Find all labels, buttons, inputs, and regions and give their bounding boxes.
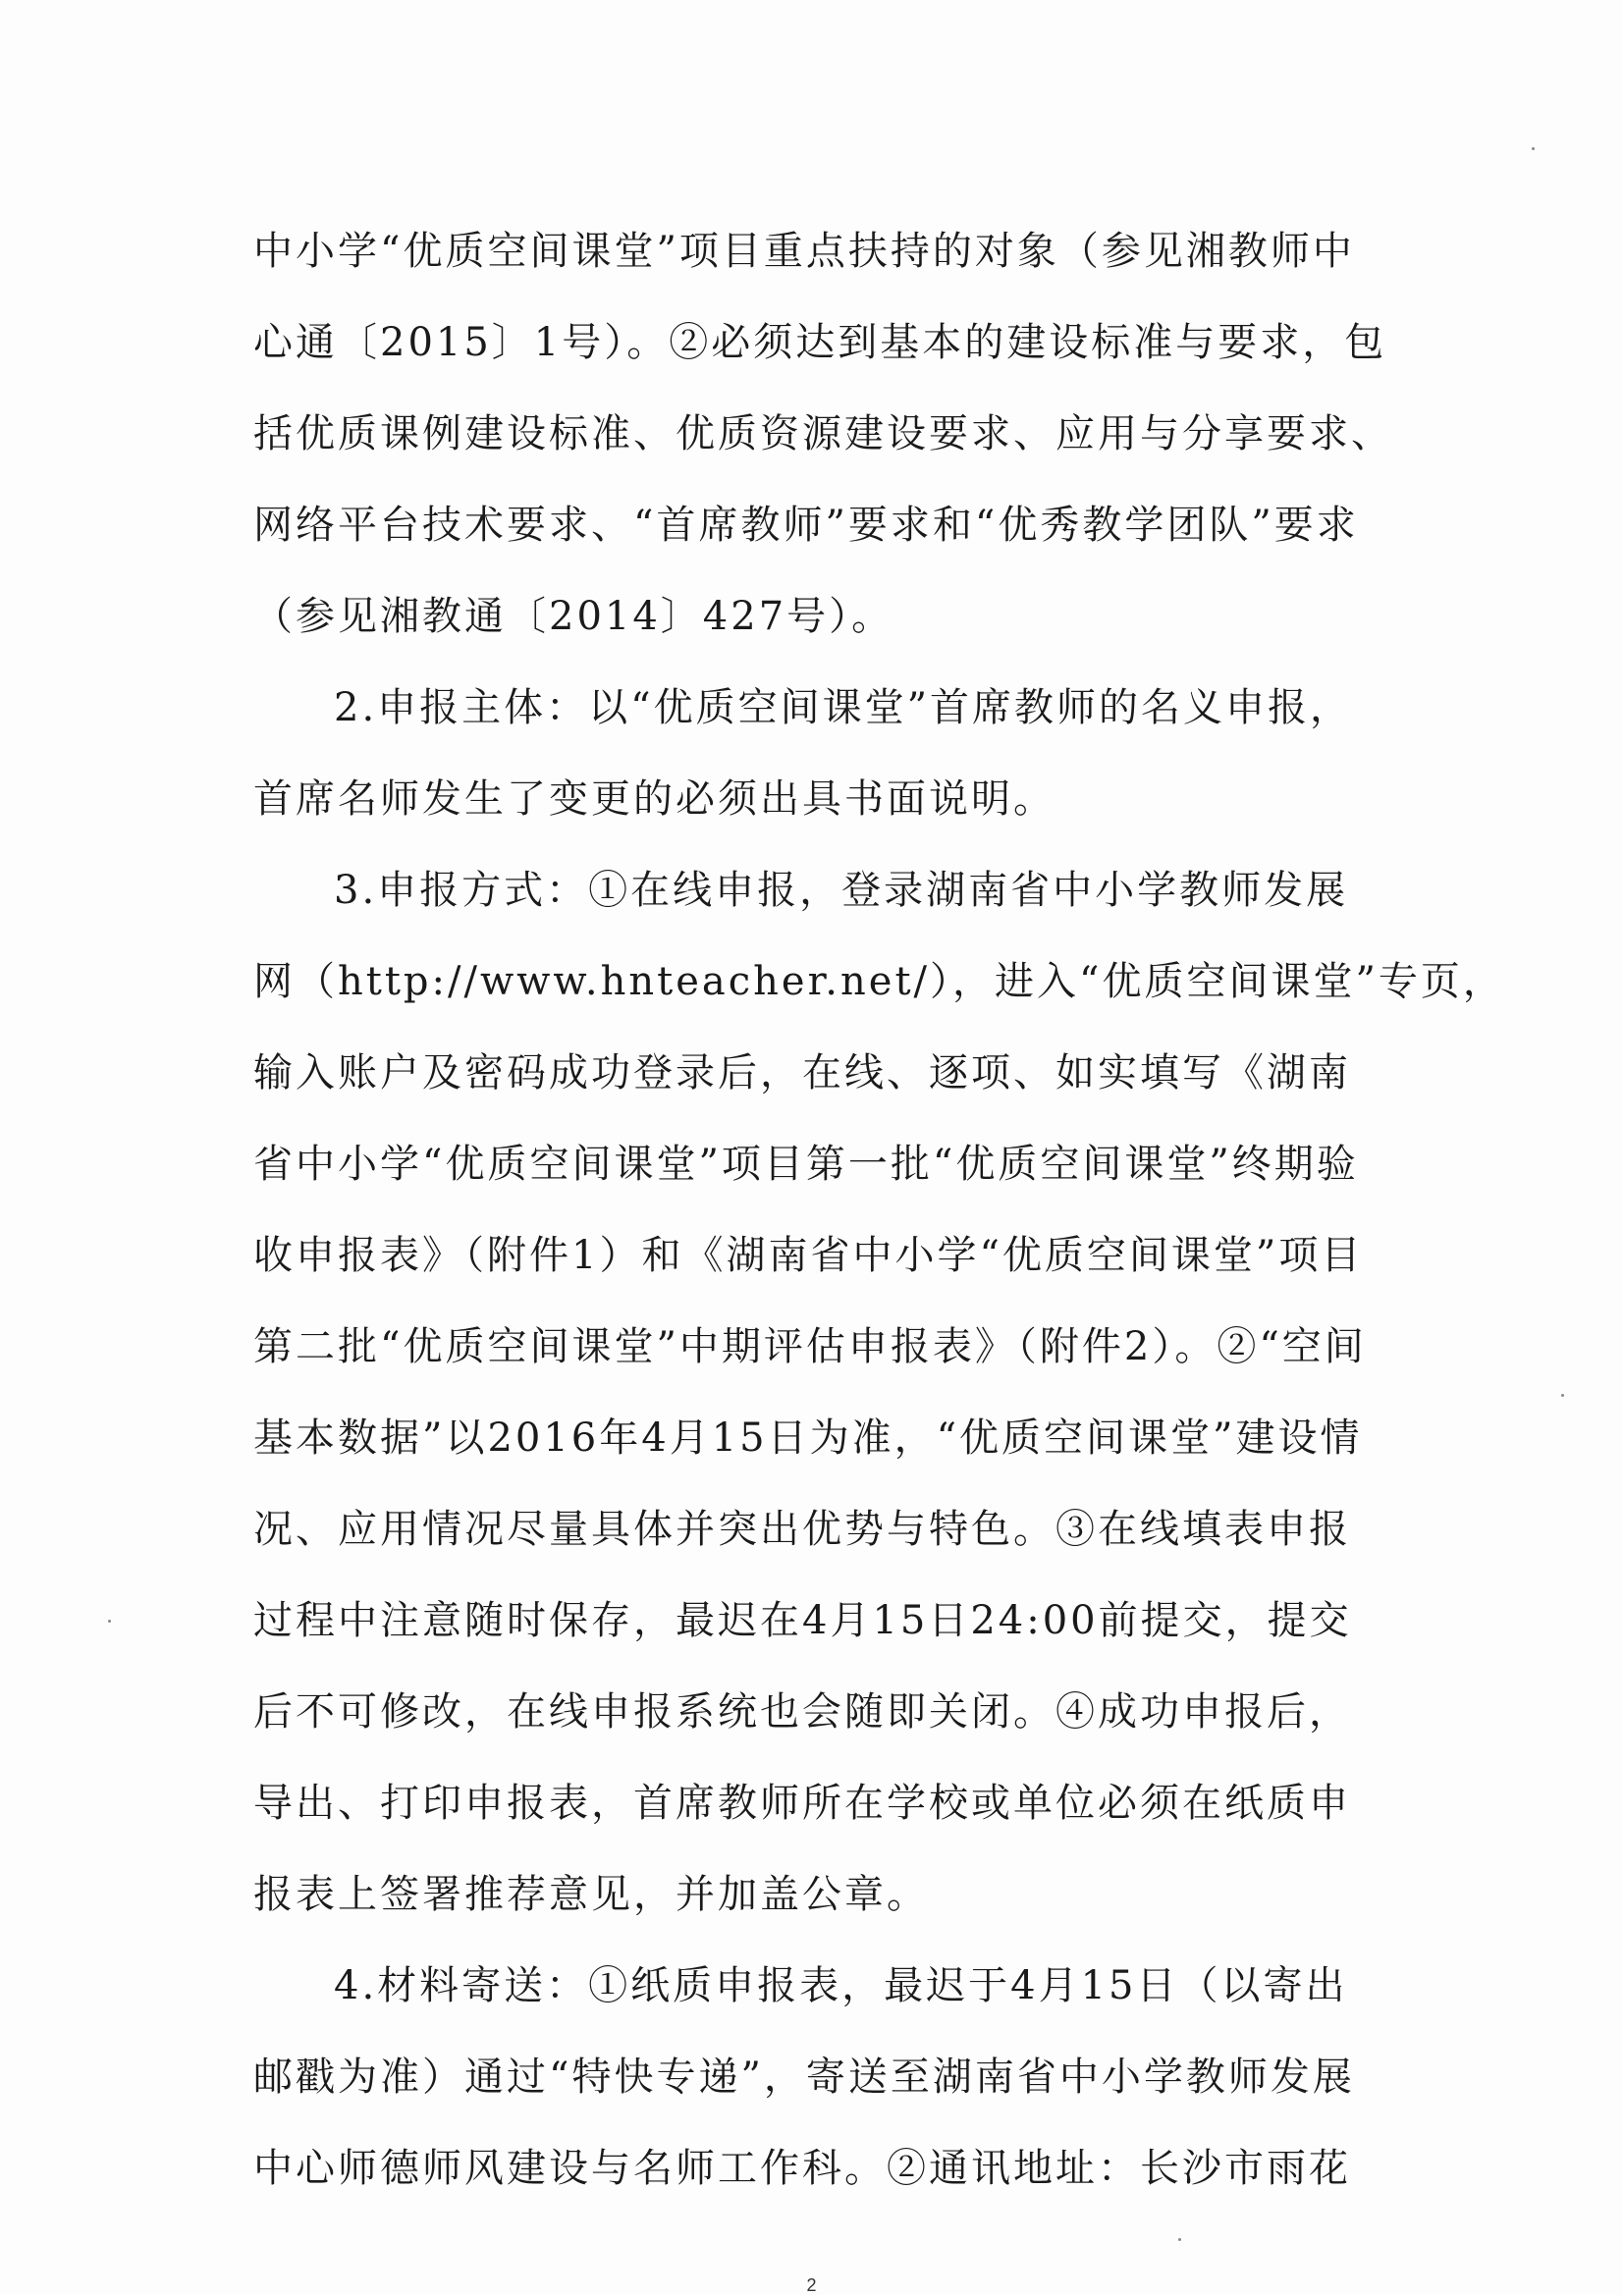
- text-line: 收申报表》（附件1）和《湖南省中小学“优质空间课堂”项目: [253, 1233, 1364, 1278]
- text-line: 省中小学“优质空间课堂”项目第一批“优质空间课堂”终期验: [253, 1142, 1359, 1187]
- page-number: 2: [806, 2275, 817, 2295]
- text-line: 基本数据”以2016年4月15日为准，“优质空间课堂”建设情: [253, 1415, 1363, 1461]
- text-line: 心通〔2015〕1号）。②必须达到基本的建设标准与要求，包: [253, 320, 1387, 365]
- paragraph-start-line: 3.申报方式：①在线申报，登录湖南省中小学教师发展: [334, 868, 1349, 913]
- text-line: 中心师德师风建设与名师工作科。②通讯地址：长沙市雨花: [253, 2146, 1351, 2191]
- text-line: 网（http://www.hnteacher.net/），进入“优质空间课堂”专页，: [253, 959, 1505, 1004]
- text-line: 输入账户及密码成功登录后，在线、逐项、如实填写《湖南: [253, 1050, 1351, 1095]
- text-line: 邮戳为准）通过“特快专递”，寄送至湖南省中小学教师发展: [253, 2055, 1355, 2100]
- text-line: 况、应用情况尽量具体并突出优势与特色。③在线填表申报: [253, 1507, 1351, 1552]
- scan-speck: [1178, 2238, 1181, 2241]
- paragraph-start-line: 2.申报主体：以“优质空间课堂”首席教师的名义申报，: [334, 685, 1353, 730]
- scan-speck: [1561, 1394, 1564, 1397]
- text-line: 首席名师发生了变更的必须出具书面说明。: [253, 776, 1055, 822]
- text-line: 报表上签署推荐意见，并加盖公章。: [253, 1872, 929, 1917]
- scan-speck: [108, 1620, 111, 1623]
- paragraph-start-line: 4.材料寄送：①纸质申报表，最迟于4月15日（以寄出: [334, 1963, 1348, 2008]
- text-line: 中小学“优质空间课堂”项目重点扶持的对象（参见湘教师中: [253, 229, 1355, 274]
- text-line: 后不可修改，在线申报系统也会随即关闭。④成功申报后，: [253, 1689, 1351, 1735]
- text-line: 过程中注意随时保存，最迟在4月15日24:00前提交，提交: [253, 1598, 1352, 1643]
- text-line: 导出、打印申报表，首席教师所在学校或单位必须在纸质申: [253, 1781, 1351, 1826]
- text-line: 括优质课例建设标准、优质资源建设要求、应用与分享要求、: [253, 411, 1393, 456]
- text-line: 网络平台技术要求、“首席教师”要求和“优秀教学团队”要求: [253, 503, 1359, 548]
- scan-speck: [1532, 147, 1535, 150]
- text-line: 第二批“优质空间课堂”中期评估申报表》（附件2）。②“空间: [253, 1324, 1367, 1369]
- text-line: （参见湘教通〔2014〕427号）。: [253, 594, 894, 639]
